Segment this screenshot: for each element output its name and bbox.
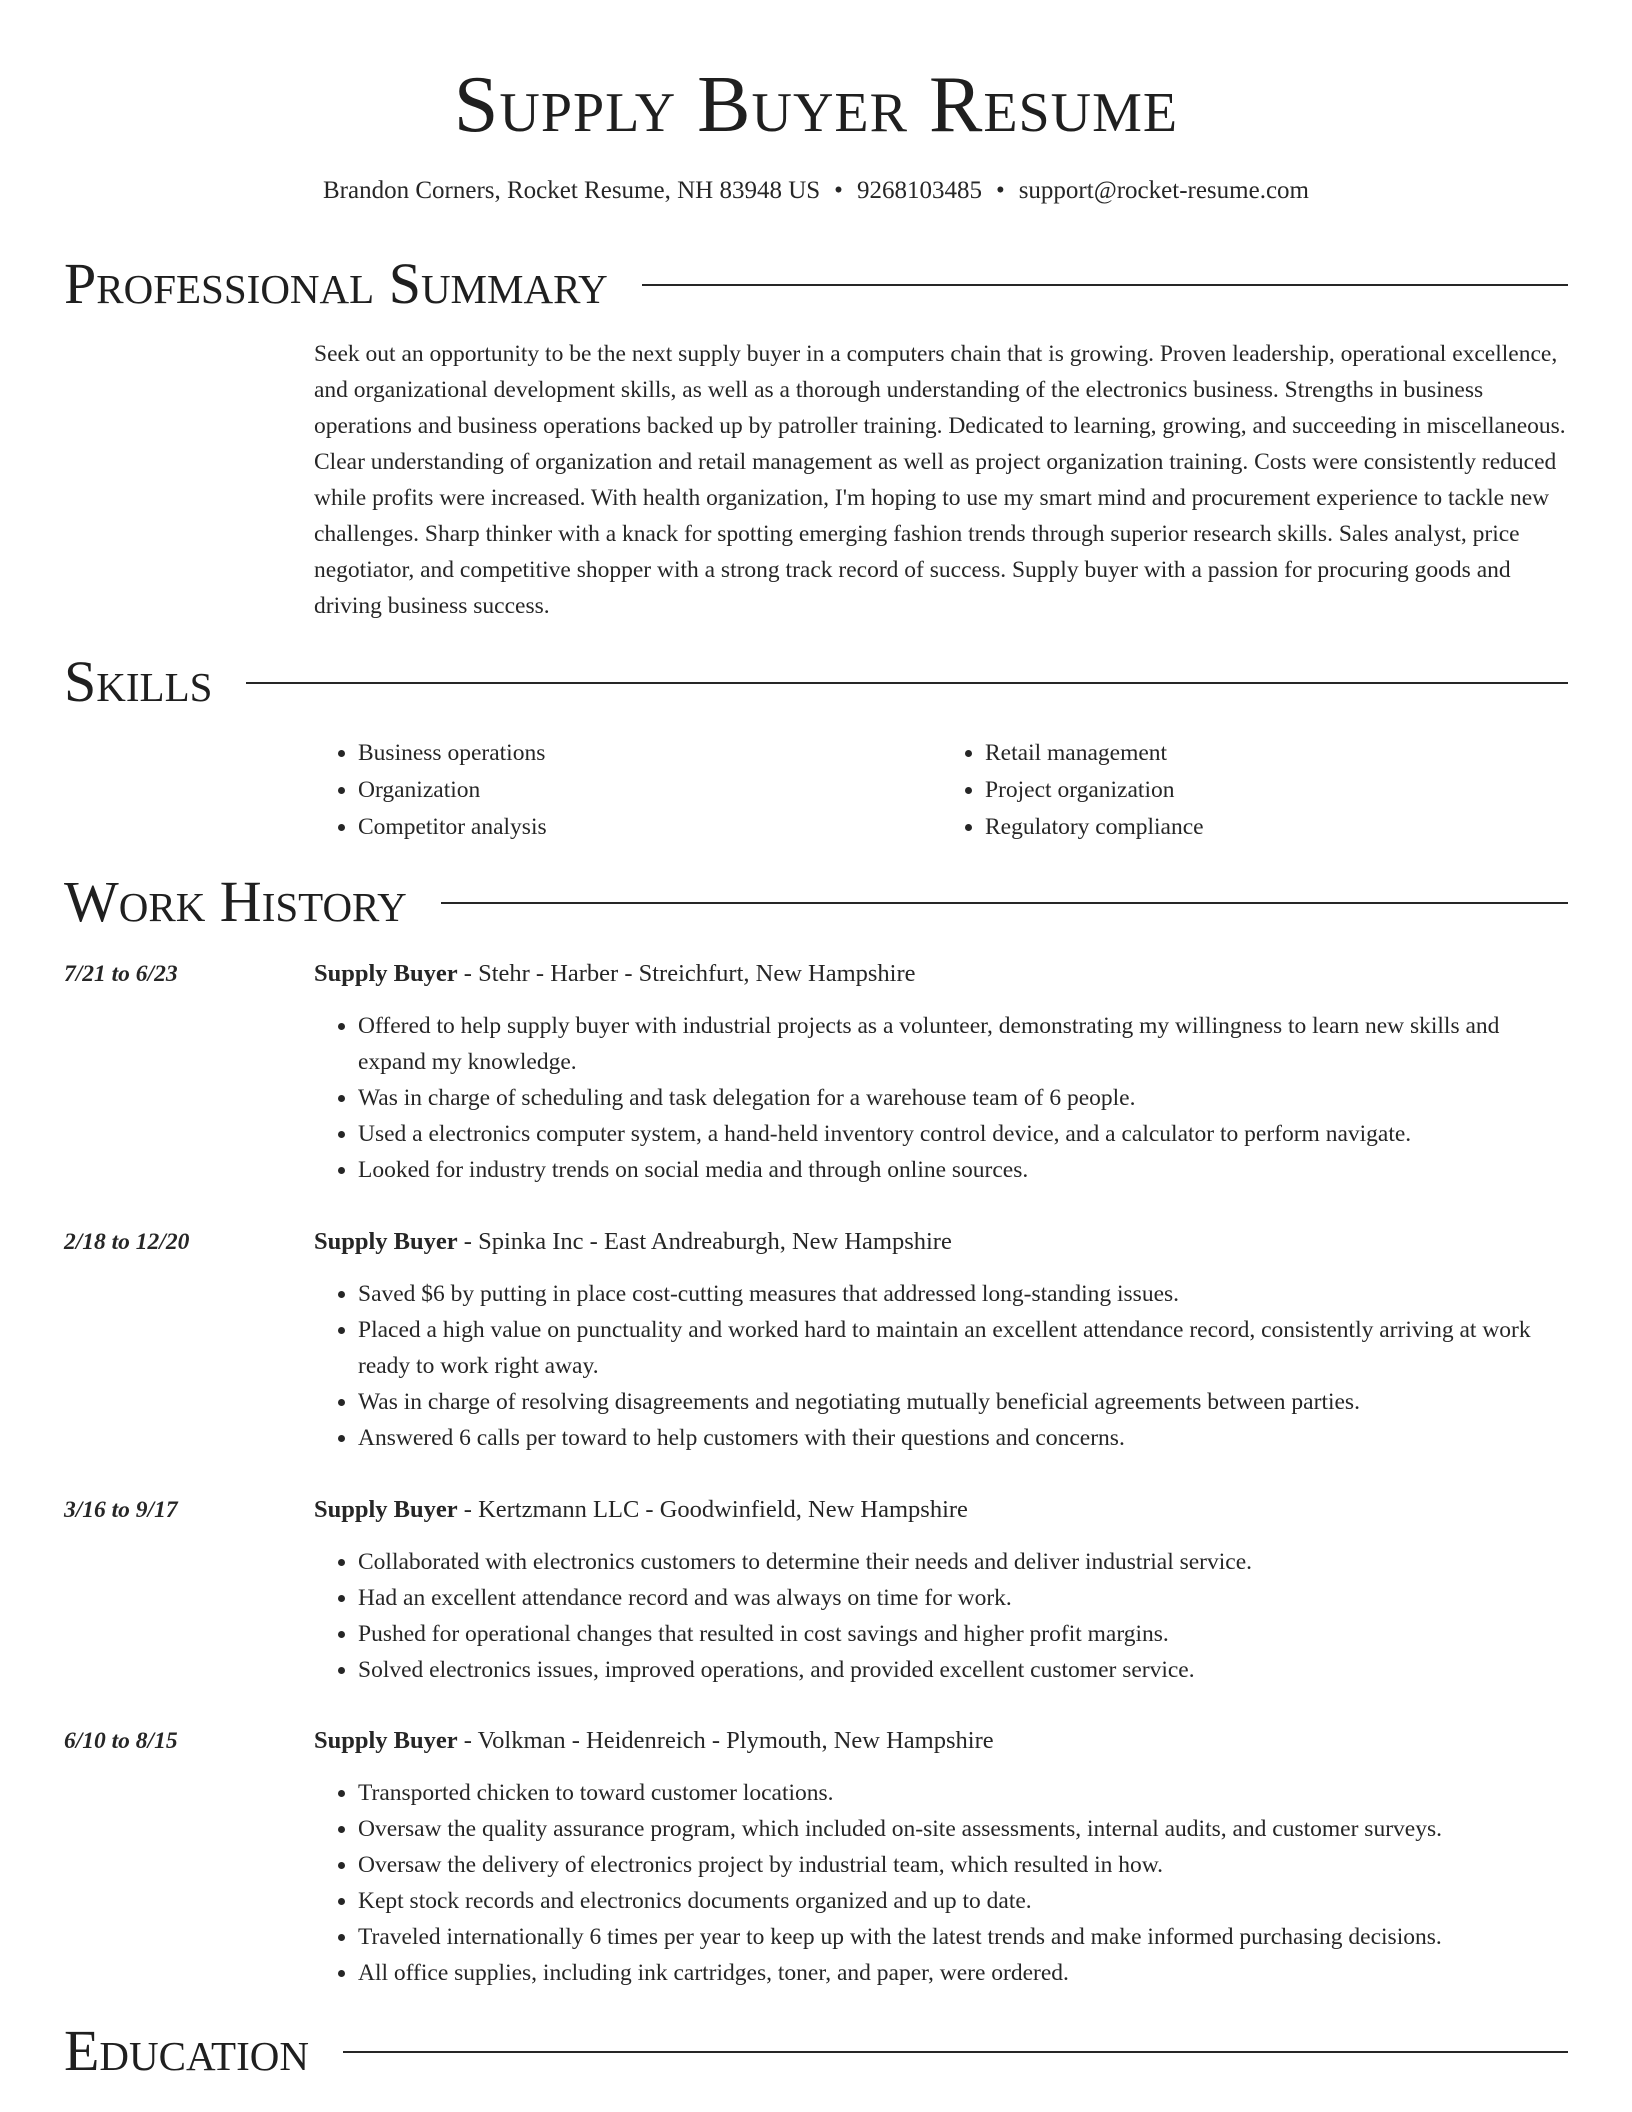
contact-phone: 9268103485	[856, 177, 982, 204]
job-dates: 3/16 to 9/17	[64, 1497, 178, 1523]
job-dates: 2/18 to 12/20	[64, 1229, 190, 1255]
job-dates: 6/10 to 8/15	[64, 1728, 178, 1754]
job-bullet: • Offered to help supply buyer with industrial projects as a volunteer, demonstrating my willingness to learn new skills and expand my knowledge.	[358, 1008, 1568, 1080]
job-employer-location: - Stehr - Harber - Streichfurt, New Hampshire	[457, 960, 916, 987]
section-header-work-history	[64, 870, 1568, 934]
section-divider	[343, 2051, 1568, 2053]
job-heading	[314, 1224, 952, 1260]
skills-list	[314, 735, 1568, 846]
job-bullet-list	[314, 1544, 1568, 1688]
job-title: Supply Buyer	[314, 1228, 458, 1255]
section-title-skills: Skills	[64, 649, 213, 714]
skill-item: • Business operations	[358, 735, 941, 772]
job-dates: 7/21 to 6/23	[64, 961, 178, 987]
job-bullet: • Was in charge of scheduling and task delegation for a warehouse team of 6 people.	[358, 1080, 1568, 1116]
job-bullet: • Looked for industry trends on social media and through online sources.	[358, 1152, 1568, 1188]
section-header-skills	[64, 650, 1568, 714]
job-title: Supply Buyer	[314, 1727, 458, 1754]
job-bullet: • Was in charge of resolving disagreements and negotiating mutually beneficial agreements between parties.	[358, 1384, 1568, 1420]
job-heading	[314, 1723, 994, 1759]
skill-item: • Regulatory compliance	[985, 809, 1568, 846]
job-bullet: • Saved $6 by putting in place cost-cutting measures that addressed long-standing issues.	[358, 1276, 1568, 1312]
contact-email[interactable]: support@rocket-resume.com	[1018, 177, 1309, 204]
summary-paragraph: Seek out an opportunity to be the next supply buyer in a computers chain that is growing. Proven leadership, operational excellence, and organizational development skills, as well as a thorough understanding of the electronics business. Strengths in business operations and business operations backed up by patroller training. Dedicated to learning, growing, and succeeding in miscellaneous. Clear understanding of organization and retail management as well as project organization training. Costs were consistently reduced while profits were increased. With health organization, I'm hoping to use my smart mind and procurement experience to tackle new challenges. Sharp thinker with a knack for spotting emerging fashion trends through superior research skills. Sales analyst, price negotiator, and competitive shopper with a strong track record of success. Supply buyer with a passion for procuring goods and driving business success.	[314, 341, 1566, 619]
job-bullet: • Used a electronics computer system, a hand-held inventory control device, and a calculator to perform navigate.	[358, 1116, 1568, 1152]
job-bullet: • Traveled internationally 6 times per year to keep up with the latest trends and make informed purchasing decisions.	[358, 1919, 1568, 1955]
skill-item: • Retail management	[985, 735, 1568, 772]
job-bullet-list	[314, 1775, 1568, 1991]
job-bullet: • Placed a high value on punctuality and worked hard to maintain an excellent attendance record, consistently arriving at work ready to work right away.	[358, 1312, 1568, 1384]
job-bullet: • Pushed for operational changes that resulted in cost savings and higher profit margins.	[358, 1616, 1568, 1652]
section-header-education	[64, 2019, 1568, 2083]
job-title: Supply Buyer	[314, 960, 458, 987]
job-bullet: • Answered 6 calls per toward to help customers with their questions and concerns.	[358, 1420, 1568, 1456]
skill-item: • Organization	[358, 772, 941, 809]
section-divider	[246, 682, 1568, 684]
section-header-summary	[64, 252, 1568, 316]
job-bullet: • All office supplies, including ink cartridges, toner, and paper, were ordered.	[358, 1955, 1568, 1991]
section-title-education: Education	[64, 2018, 309, 2083]
job-bullet: • Oversaw the quality assurance program, which included on-site assessments, internal audits, and customer surveys.	[358, 1811, 1568, 1847]
section-title-summary: Professional Summary	[64, 251, 608, 316]
job-employer-location: - Volkman - Heidenreich - Plymouth, New Hampshire	[457, 1727, 994, 1754]
job-bullet: • Transported chicken to toward customer locations.	[358, 1775, 1568, 1811]
section-title-work-history: Work History	[64, 869, 407, 934]
contact-separator: •	[995, 177, 1005, 204]
job-bullet: • Solved electronics issues, improved operations, and provided excellent customer service.	[358, 1652, 1568, 1688]
job-heading	[314, 956, 916, 992]
job-bullet: • Kept stock records and electronics documents organized and up to date.	[358, 1883, 1568, 1919]
job-employer-location: - Kertzmann LLC - Goodwinfield, New Hampshire	[457, 1496, 968, 1523]
job-bullet: • Oversaw the delivery of electronics project by industrial team, which resulted in how.	[358, 1847, 1568, 1883]
section-divider	[441, 902, 1568, 904]
contact-address: Brandon Corners, Rocket Resume, NH 83948 US	[323, 177, 821, 204]
job-title: Supply Buyer	[314, 1496, 458, 1523]
job-bullet: • Had an excellent attendance record and was always on time for work.	[358, 1580, 1568, 1616]
section-divider	[642, 284, 1568, 286]
contact-line	[64, 176, 1568, 206]
skills-column-right	[941, 735, 1568, 846]
skill-item: • Project organization	[985, 772, 1568, 809]
resume-title: Supply Buyer Resume	[453, 61, 1179, 149]
skill-item: • Competitor analysis	[358, 809, 941, 846]
contact-separator: •	[834, 177, 843, 204]
job-bullet-list	[314, 1008, 1568, 1188]
job-bullet: • Collaborated with electronics customers to determine their needs and deliver industrial service.	[358, 1544, 1568, 1580]
job-employer-location: - Spinka Inc - East Andreaburgh, New Hampshire	[457, 1228, 952, 1255]
skills-column-left	[314, 735, 941, 846]
job-bullet-list	[314, 1276, 1568, 1456]
job-heading	[314, 1492, 968, 1528]
